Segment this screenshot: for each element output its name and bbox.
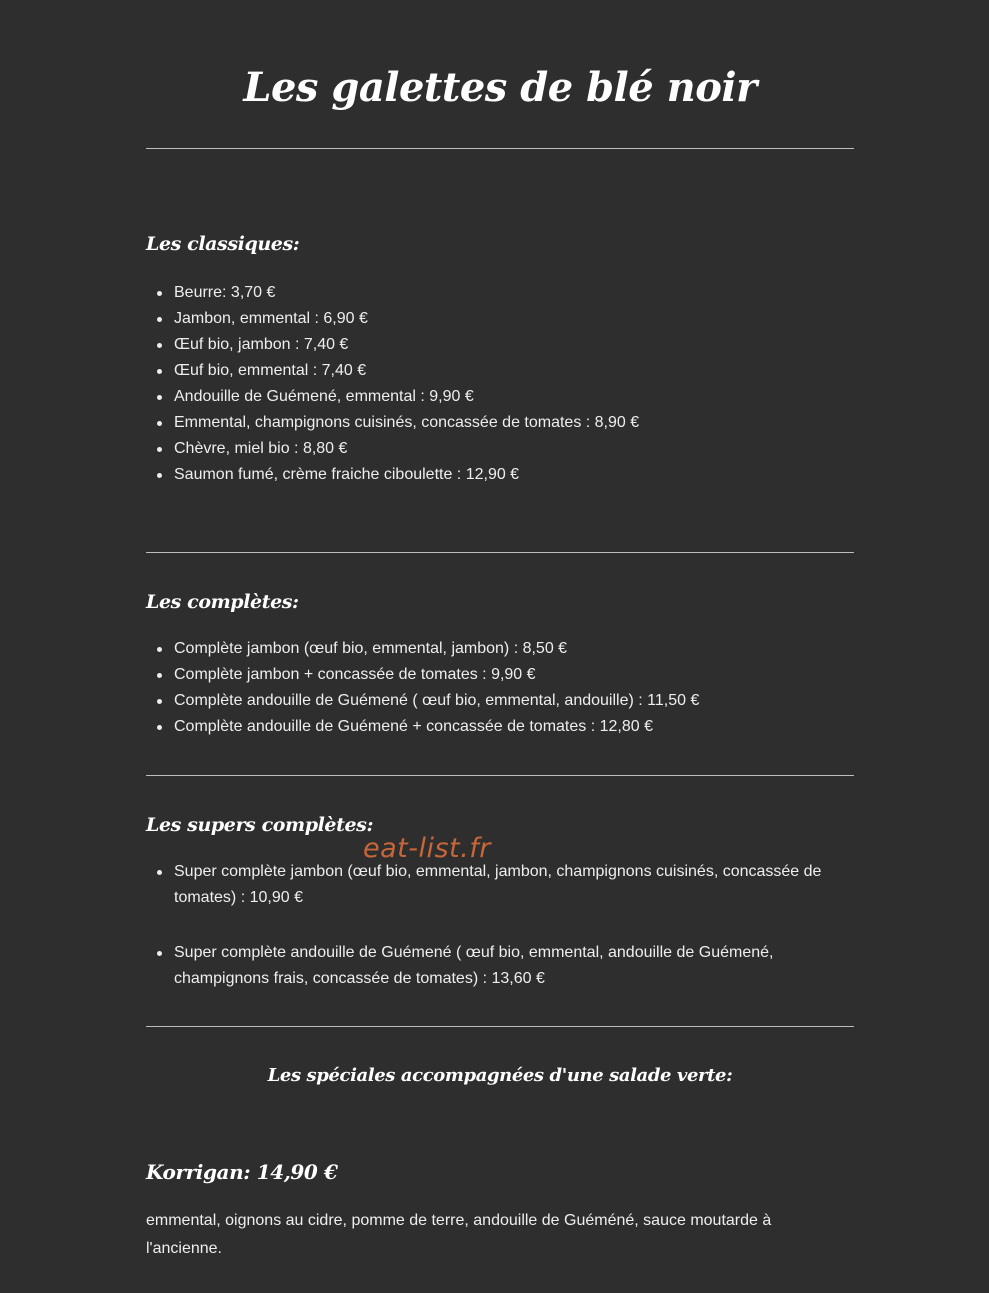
list-classiques	[146, 280, 854, 488]
list-supers-completes	[146, 859, 854, 911]
divider	[146, 1026, 854, 1027]
list-item: Emmental, champignons cuisinés, concassée de tomates : 8,90 €	[146, 410, 854, 436]
list-item: Complète andouille de Guémené ( œuf bio, emmental, andouille) : 11,50 €	[146, 688, 854, 714]
specials-title: Les spéciales accompagnées d'une salade verte:	[267, 1065, 733, 1086]
dish-title-korrigan: Korrigan: 14,90 €	[146, 1160, 338, 1184]
list-item: Complète andouille de Guémené + concassée de tomates : 12,80 €	[146, 714, 854, 740]
divider	[146, 148, 854, 149]
list-item: Super complète andouille de Guémené ( œuf bio, emmental, andouille de Guémené, champignons frais, concassée de tomates) : 13,60 €	[146, 940, 854, 992]
list-item: Complète jambon + concassée de tomates : 9,90 €	[146, 662, 854, 688]
section-title-completes: Les complètes:	[146, 591, 299, 613]
section-title-classiques: Les classiques:	[146, 233, 300, 255]
list-item: Œuf bio, jambon : 7,40 €	[146, 332, 854, 358]
divider	[146, 552, 854, 553]
list-item: Complète jambon (œuf bio, emmental, jambon) : 8,50 €	[146, 636, 854, 662]
section-title-supers-completes: Les supers complètes:	[146, 814, 374, 836]
list-item: Œuf bio, emmental : 7,40 €	[146, 358, 854, 384]
list-item: Jambon, emmental : 6,90 €	[146, 306, 854, 332]
list-item: Chèvre, miel bio : 8,80 €	[146, 436, 854, 462]
watermark-text: eat-list.fr	[363, 833, 491, 864]
list-completes	[146, 636, 854, 740]
list-item: Super complète jambon (œuf bio, emmental, jambon, champignons cuisinés, concassée de tomates) : 10,90 €	[146, 859, 834, 911]
page-title: Les galettes de blé noir	[243, 64, 757, 111]
dish-description-korrigan: emmental, oignons au cidre, pomme de terre, andouille de Guéméné, sauce moutarde à l'ancienne.	[146, 1212, 772, 1257]
list-item: Saumon fumé, crème fraiche ciboulette : 12,90 €	[146, 462, 854, 488]
list-item: Andouille de Guémené, emmental : 9,90 €	[146, 384, 854, 410]
list-item: Beurre: 3,70 €	[146, 280, 854, 306]
list-supers-completes-2	[146, 940, 854, 992]
divider	[146, 775, 854, 776]
